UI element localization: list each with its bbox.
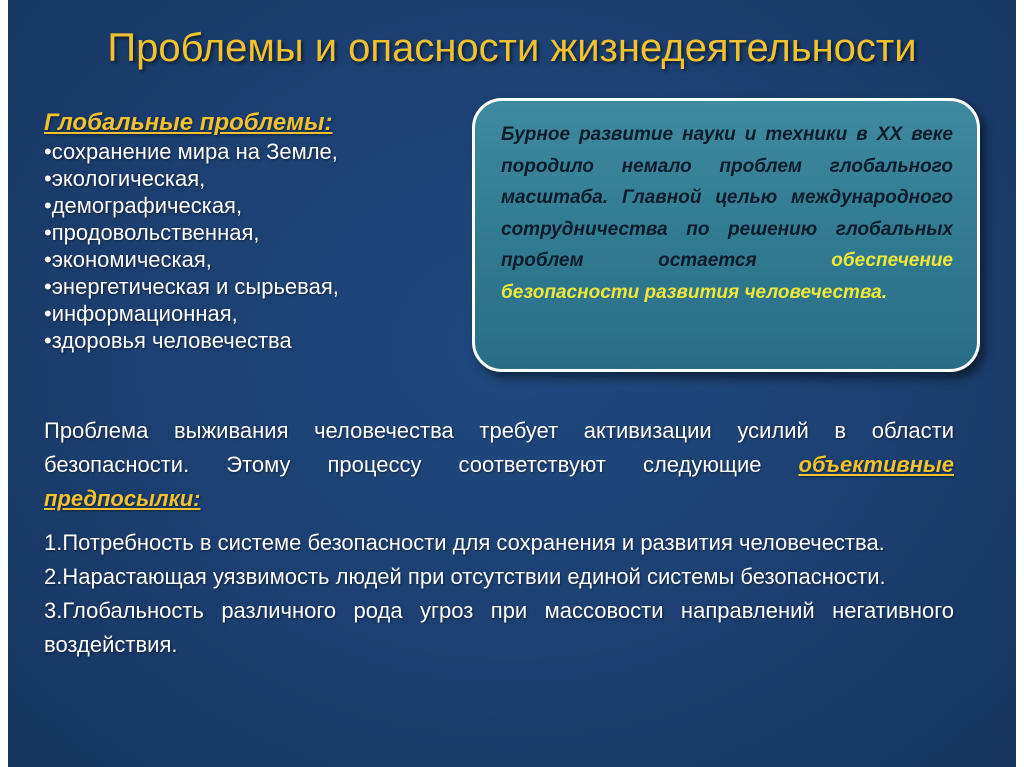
- global-problems-heading: Глобальные проблемы:: [44, 109, 333, 136]
- list-item: •экономическая,: [44, 247, 212, 272]
- callout-box: [472, 98, 980, 372]
- global-problems-block: [44, 108, 464, 354]
- slide-title: Проблемы и опасности жизнедеятельности: [107, 26, 917, 70]
- list-item: •продовольственная,: [44, 220, 260, 245]
- list-item: •здоровья человечества: [44, 328, 292, 353]
- list-item: •демографическая,: [44, 193, 243, 218]
- list-item: •сохранение мира на Земле,: [44, 139, 338, 164]
- prerequisite-item: 2.Нарастающая уязвимость людей при отсутствии единой системы безопасности.: [44, 564, 886, 589]
- prerequisites-heading: объективные предпосылки:: [44, 452, 954, 511]
- list-item: •информационная,: [44, 301, 238, 326]
- prerequisite-item: 3.Глобальность различного рода угроз при массовости направлений негативного воздействия.: [44, 598, 954, 657]
- list-item: •энергетическая и сырьевая,: [44, 274, 339, 299]
- prerequisite-item: 1.Потребность в системе безопасности для сохранения и развития человечества.: [44, 530, 885, 555]
- prerequisites-list: [44, 526, 954, 662]
- slide: [8, 0, 1016, 767]
- survival-text: Проблема выживания человечества требует активизации усилий в области безопасности. Этому процессу соответствуют следующие: [44, 418, 954, 477]
- callout-text: Бурное развитие науки и техники в XX веке породило немало проблем глобального масштаба. Главной целью международного сотрудничества по решению глобальных проблем остается: [501, 124, 953, 271]
- callout-highlight: обеспечение безопасности развития человечества.: [501, 250, 953, 303]
- survival-paragraph: [44, 414, 954, 516]
- global-problems-list: [44, 138, 464, 354]
- list-item: •экологическая,: [44, 166, 206, 191]
